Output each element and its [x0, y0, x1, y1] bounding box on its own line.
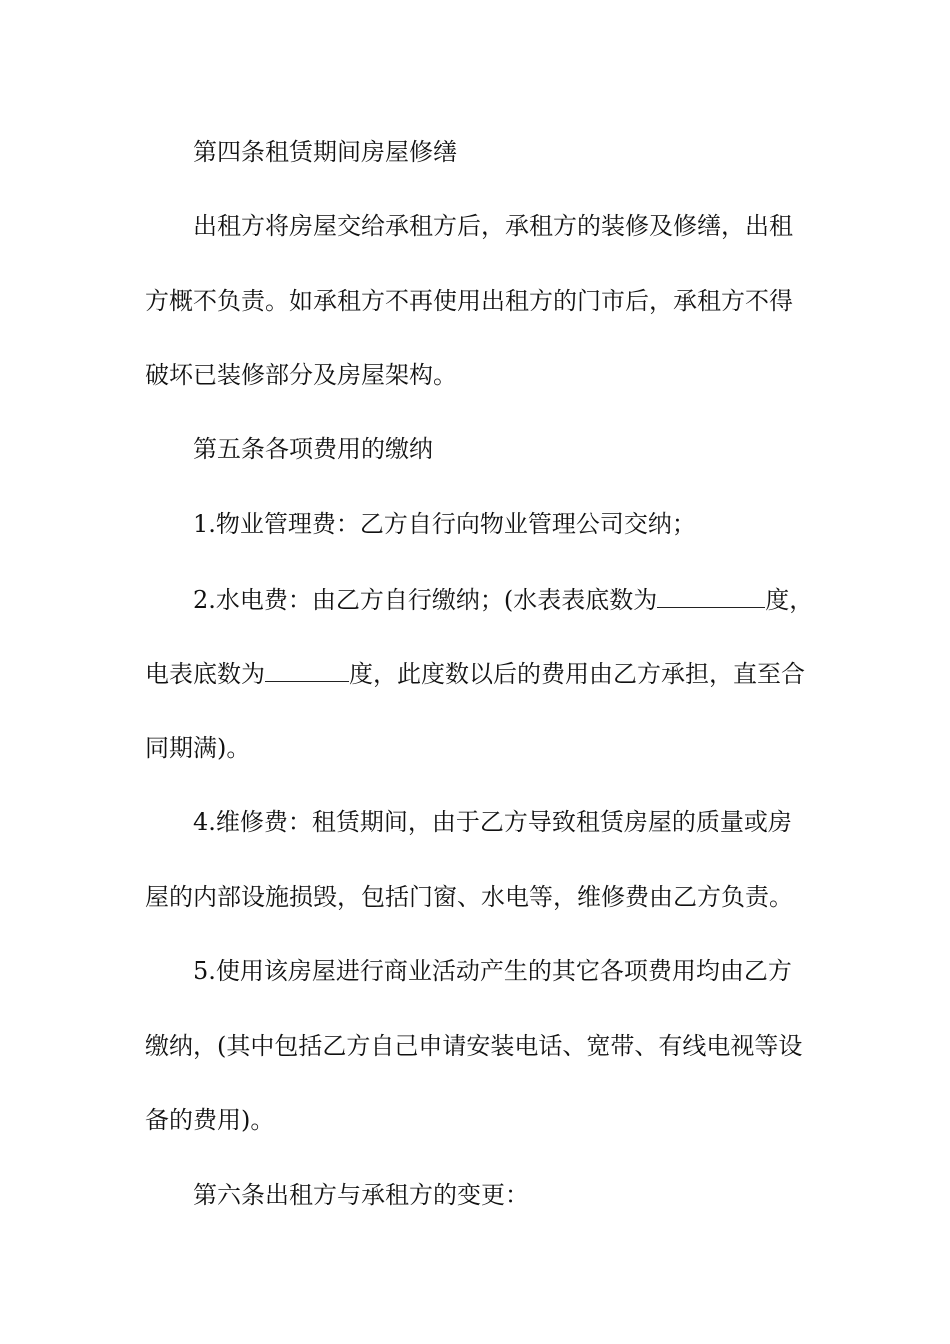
item-2-text-after: 度，	[765, 586, 814, 614]
paragraph-line: 破坏已装修部分及房屋架构。	[145, 361, 457, 389]
item-1-line: 1.物业管理费：乙方自行向物业管理公司交纳；	[193, 510, 696, 538]
article-4-heading: 第四条租赁期间房屋修缮	[193, 138, 457, 166]
item-2-text-before: 电表底数为	[145, 660, 265, 688]
item-2-line	[193, 583, 813, 616]
article-6-heading: 第六条出租方与承租方的变更：	[193, 1181, 529, 1209]
item-2-line: 同期满)。	[145, 734, 251, 762]
paragraph-line: 方概不负责。如承租方不再使用出租方的门市后，承租方不得	[145, 287, 793, 315]
electric-meter-blank	[265, 657, 349, 682]
paragraph-line: 出租方将房屋交给承租方后，承租方的装修及修缮，出租	[193, 212, 793, 240]
item-5-line: 缴纳，(其中包括乙方自己申请安装电话、宽带、有线电视等设	[145, 1032, 803, 1060]
item-4-line: 4.维修费：租赁期间，由于乙方导致租赁房屋的质量或房	[193, 808, 792, 836]
item-2-text-after: 度，此度数以后的费用由乙方承担，直至合	[349, 660, 805, 688]
item-2-text-before: 2.水电费：由乙方自行缴纳；(水表表底数为	[193, 586, 658, 614]
article-5-heading: 第五条各项费用的缴纳	[193, 435, 433, 463]
item-5-line: 备的费用)。	[145, 1106, 275, 1134]
item-5-line: 5.使用该房屋进行商业活动产生的其它各项费用均由乙方	[193, 957, 792, 985]
item-2-line	[145, 657, 805, 690]
item-4-line: 屋的内部设施损毁，包括门窗、水电等，维修费由乙方负责。	[145, 883, 793, 911]
water-meter-blank	[657, 583, 765, 608]
